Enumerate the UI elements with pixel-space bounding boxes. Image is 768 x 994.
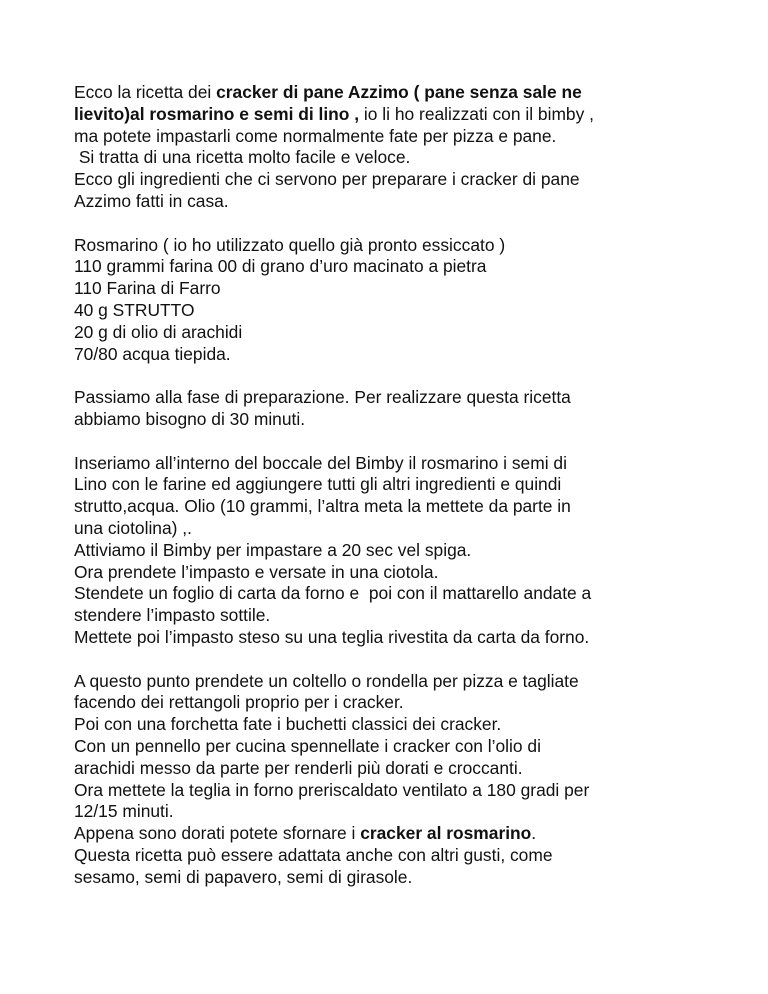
- text-line: Lino con le farine ed aggiungere tutti gli altri ingredienti e quindi: [74, 474, 562, 495]
- intro-line-1: [74, 82, 714, 104]
- intro-text: Ecco la ricetta dei: [74, 82, 217, 102]
- preparation-intro: [74, 387, 714, 431]
- intro-text: io li ho realizzati con il bimby ,: [363, 103, 594, 124]
- text-line: Ora mettete la teglia in forno preriscaldato ventilato a 180 gradi per: [74, 779, 590, 800]
- ingredient-item: 110 grammi farina 00 di grano d’uro macinato a pietra: [74, 256, 487, 277]
- final-text: Appena sono dorati potete sfornare i: [74, 823, 361, 844]
- text-line: Inseriamo all’interno del boccale del Bimby il rosmarino i semi di: [74, 452, 567, 473]
- intro-line-4: Si tratta di una ricetta molto facile e veloce.: [74, 147, 411, 168]
- final-bold-name: cracker al rosmarino: [360, 823, 532, 844]
- preparation-steps-2: [74, 671, 714, 889]
- text-line: Stendete un foglio di carta da forno e poi con il mattarello andate a: [74, 583, 592, 604]
- intro-line-3: ma potete impastarli come normalmente fate per pizza e pane.: [74, 125, 557, 146]
- text-line: facendo dei rettangoli proprio per i cracker.: [74, 692, 404, 713]
- recipe-title-bold-cont: lievito)al rosmarino e semi di lino ,: [74, 103, 364, 124]
- final-line-1: [74, 823, 714, 845]
- text-line: Mettete poi l’impasto steso su una teglia rivestita da carta da forno.: [74, 626, 590, 647]
- text-line: A questo punto prendete un coltello o rondella per pizza e tagliate: [74, 670, 579, 691]
- text-line: Attiviamo il Bimby per impastare a 20 sec vel spiga.: [74, 539, 472, 560]
- text-line: Passiamo alla fase di preparazione. Per realizzare questa ricetta: [74, 387, 571, 408]
- ingredient-item: 70/80 acqua tiepida.: [74, 343, 231, 364]
- final-period: .: [531, 823, 537, 844]
- ingredient-item: 40 g STRUTTO: [74, 299, 195, 320]
- text-line: Ora prendete l’impasto e versate in una ciotola.: [74, 561, 439, 582]
- intro-line-6: Azzimo fatti in casa.: [74, 190, 229, 211]
- ingredient-item: 20 g di olio di arachidi: [74, 321, 243, 342]
- text-line: 12/15 minuti.: [74, 801, 174, 822]
- final-line-2: Questa ricetta può essere adattata anche con altri gusti, come: [74, 844, 553, 865]
- ingredients-list: [74, 235, 714, 366]
- text-line: stendere l’impasto sottile.: [74, 605, 271, 626]
- ingredient-item: 110 Farina di Farro: [74, 278, 221, 299]
- recipe-document: [74, 82, 714, 888]
- preparation-steps-1: [74, 453, 714, 649]
- text-line: Con un pennello per cucina spennellate i cracker con l’olio di: [74, 735, 541, 756]
- text-line: strutto,acqua. Olio (10 grammi, l’altra meta la mettete da parte in: [74, 496, 571, 517]
- final-line-3: sesamo, semi di papavero, semi di girasole.: [74, 866, 413, 887]
- intro-line-5: Ecco gli ingredienti che ci servono per preparare i cracker di pane: [74, 169, 580, 190]
- text-line: abbiamo bisogno di 30 minuti.: [74, 408, 306, 429]
- text-line: una ciotolina) ,.: [74, 517, 192, 538]
- text-line: Poi con una forchetta fate i buchetti classici dei cracker.: [74, 714, 502, 735]
- intro-line-2: [74, 104, 714, 126]
- ingredient-item: Rosmarino ( io ho utilizzato quello già pronto essiccato ): [74, 234, 506, 255]
- recipe-title-bold: cracker di pane Azzimo ( pane senza sale ne: [216, 82, 582, 102]
- text-line: arachidi messo da parte per renderli più dorati e croccanti.: [74, 757, 523, 778]
- intro-paragraph: [74, 82, 714, 213]
